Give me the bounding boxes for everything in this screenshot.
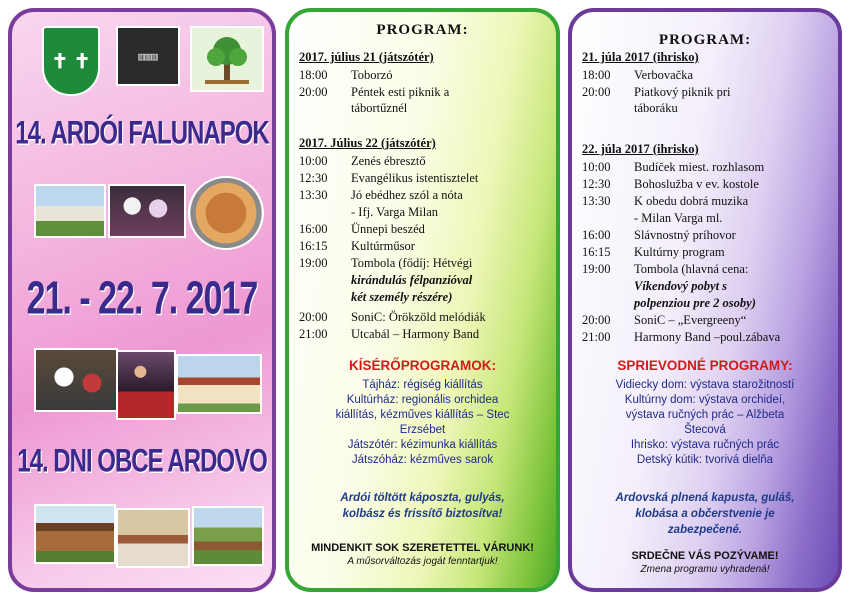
program-panel-sk xyxy=(568,8,842,592)
village-photo-musicians xyxy=(116,350,176,420)
row-event: Evangélikus istentisztelet xyxy=(351,171,479,185)
row-time: 20:00 xyxy=(299,310,328,324)
row-event: Zenés ébresztő xyxy=(351,154,426,168)
village-photo-shelter xyxy=(34,504,116,564)
row-event: Utcabál – Harmony Band xyxy=(351,327,480,341)
row-time: 19:00 xyxy=(299,256,328,270)
village-photo-building xyxy=(176,354,262,414)
side-program-line: výstava ručných prác – Alžbeta xyxy=(625,409,785,421)
side-program-line: Detský kútik: tvorivá dielňa xyxy=(636,454,774,466)
event-title-sk: 14. DNI OBCE ARDOVO xyxy=(17,443,267,480)
row-event: polpenziou pre 2 osoby) xyxy=(634,296,756,310)
side-program-line: Vidiecky dom: výstava starožitností xyxy=(615,379,795,391)
side-program-line: Kultúrház: regionális orchidea xyxy=(346,394,499,406)
food-note-line: kolbász és frissítő biztosítva! xyxy=(342,508,503,520)
row-event: Tombola (fődíj: Hétvégi xyxy=(351,256,473,270)
event-dates: 21. - 22. 7. 2017 xyxy=(26,273,258,325)
row-time: 18:00 xyxy=(299,68,328,82)
village-photo-orchids xyxy=(108,184,186,238)
row-time: 21:00 xyxy=(299,327,328,341)
row-time: 20:00 xyxy=(582,313,611,327)
row-time: 13:30 xyxy=(299,188,328,202)
side-program-line: Játszóház: kézműves sarok xyxy=(351,454,494,466)
row-time: 10:00 xyxy=(299,154,328,168)
village-photo-bedroom xyxy=(116,508,190,568)
side-program-line: Erzsébet xyxy=(399,424,446,436)
row-time: 13:30 xyxy=(582,194,611,208)
row-time: 16:15 xyxy=(299,239,328,253)
row-time: 21:00 xyxy=(582,330,611,344)
row-event: Jó ebédhez szól a nóta xyxy=(351,188,463,202)
row-event: Bohoslužba v ev. kostole xyxy=(634,177,759,191)
welcome-text-sk: SRDEČNE VÁS POZÝVAME! xyxy=(631,550,779,562)
side-program-line: Ihrisko: výstava ručných prác xyxy=(630,439,780,451)
village-photo-cabbage-dish xyxy=(188,176,264,250)
row-time: 18:00 xyxy=(582,68,611,82)
row-event: Piatkový piknik pri xyxy=(634,85,731,99)
village-photo-house xyxy=(34,184,106,238)
row-event: tábortűznél xyxy=(351,101,408,115)
row-event: Kultúrműsor xyxy=(351,239,415,253)
row-event: Víkendový pobyt s xyxy=(634,279,728,293)
left-panel xyxy=(8,8,276,592)
day2-heading-sk: 22. júla 2017 (ihrisko) xyxy=(582,142,699,156)
day1-heading-sk: 21. júla 2017 (ihrisko) xyxy=(582,50,699,64)
row-event: Tombola (hlavná cena: xyxy=(634,262,749,276)
row-event: Kultúrny program xyxy=(634,245,725,259)
day2-heading-hu: 2017. Július 22 (játszótér) xyxy=(299,136,436,150)
side-program-line: Štecová xyxy=(684,424,726,436)
row-event: Budíček miest. rozhlasom xyxy=(634,160,765,174)
food-note-line: zabezpečené. xyxy=(667,524,743,536)
tree-logo-icon xyxy=(190,26,264,92)
row-time: 19:00 xyxy=(582,262,611,276)
row-event: Ünnepi beszéd xyxy=(351,222,425,236)
side-program-line: Kultúrny dom: výstava orchideí, xyxy=(624,394,786,406)
side-program-line: Játszótér: kézimunka kiállítás xyxy=(347,439,498,451)
row-event: Verbovačka xyxy=(634,68,693,82)
program-title-hu: PROGRAM: xyxy=(376,22,469,38)
side-program-line: Tájház: régiség kiállítás xyxy=(362,379,483,391)
side-programs-heading-sk: SPRIEVODNÉ PROGRAMY: xyxy=(617,358,793,373)
row-time: 12:30 xyxy=(582,177,611,191)
row-event: két személy részére) xyxy=(351,290,453,304)
row-event: Harmony Band –poul.zábava xyxy=(634,330,781,344)
welcome-text-hu: MINDENKIT SOK SZERETETTEL VÁRUNK! xyxy=(311,542,534,554)
program-panel-hu xyxy=(285,8,560,592)
village-photo-playground xyxy=(192,506,264,566)
row-time: 12:30 xyxy=(299,171,328,185)
row-time: 20:00 xyxy=(582,85,611,99)
side-program-line: kiállítás, kézműves kiállítás – Stec xyxy=(335,409,510,421)
row-event: Slávnostný príhovor xyxy=(634,228,736,242)
event-title-hu: 14. ARDÓI FALUNAPOK xyxy=(15,115,269,152)
row-event: táboráku xyxy=(634,101,678,115)
side-programs-heading-hu: KÍSÉRŐPROGRAMOK: xyxy=(348,358,496,373)
row-time: 16:15 xyxy=(582,245,611,259)
food-note-line: Ardói töltött káposzta, gulyás, xyxy=(340,492,505,504)
row-time: 16:00 xyxy=(299,222,328,236)
row-event: - Milan Varga ml. xyxy=(634,211,723,225)
village-photo-crafts xyxy=(34,348,118,412)
program-change-note-sk: Zmena programu vyhradená! xyxy=(640,564,770,575)
row-time: 10:00 xyxy=(582,160,611,174)
row-time: 20:00 xyxy=(299,85,328,99)
row-event: K obedu dobrá muzika xyxy=(634,194,749,208)
row-event: - Ifj. Varga Milan xyxy=(351,205,439,219)
day1-heading-hu: 2017. július 21 (játszótér) xyxy=(299,50,434,64)
row-event: Toborzó xyxy=(351,68,393,82)
accordion-icon: ▥▥▥ xyxy=(116,26,180,86)
village-crest-icon: ✝ ✝ xyxy=(42,26,100,96)
row-event: Péntek esti piknik a xyxy=(351,85,450,99)
row-time: 16:00 xyxy=(582,228,611,242)
row-event: SoniC: Örökzöld melódiák xyxy=(351,310,486,324)
row-event: kirándulás félpanzióval xyxy=(351,273,473,287)
program-title-sk: PROGRAM: xyxy=(658,32,752,48)
program-change-note-hu: A műsorváltozás jogát fenntartjuk! xyxy=(347,556,498,567)
row-event: SoniC – „Evergreeny“ xyxy=(634,313,747,327)
food-note-line: Ardovská plnená kapusta, guláš, xyxy=(615,492,795,504)
food-note-line: klobása a občerstvenie je xyxy=(635,508,775,520)
